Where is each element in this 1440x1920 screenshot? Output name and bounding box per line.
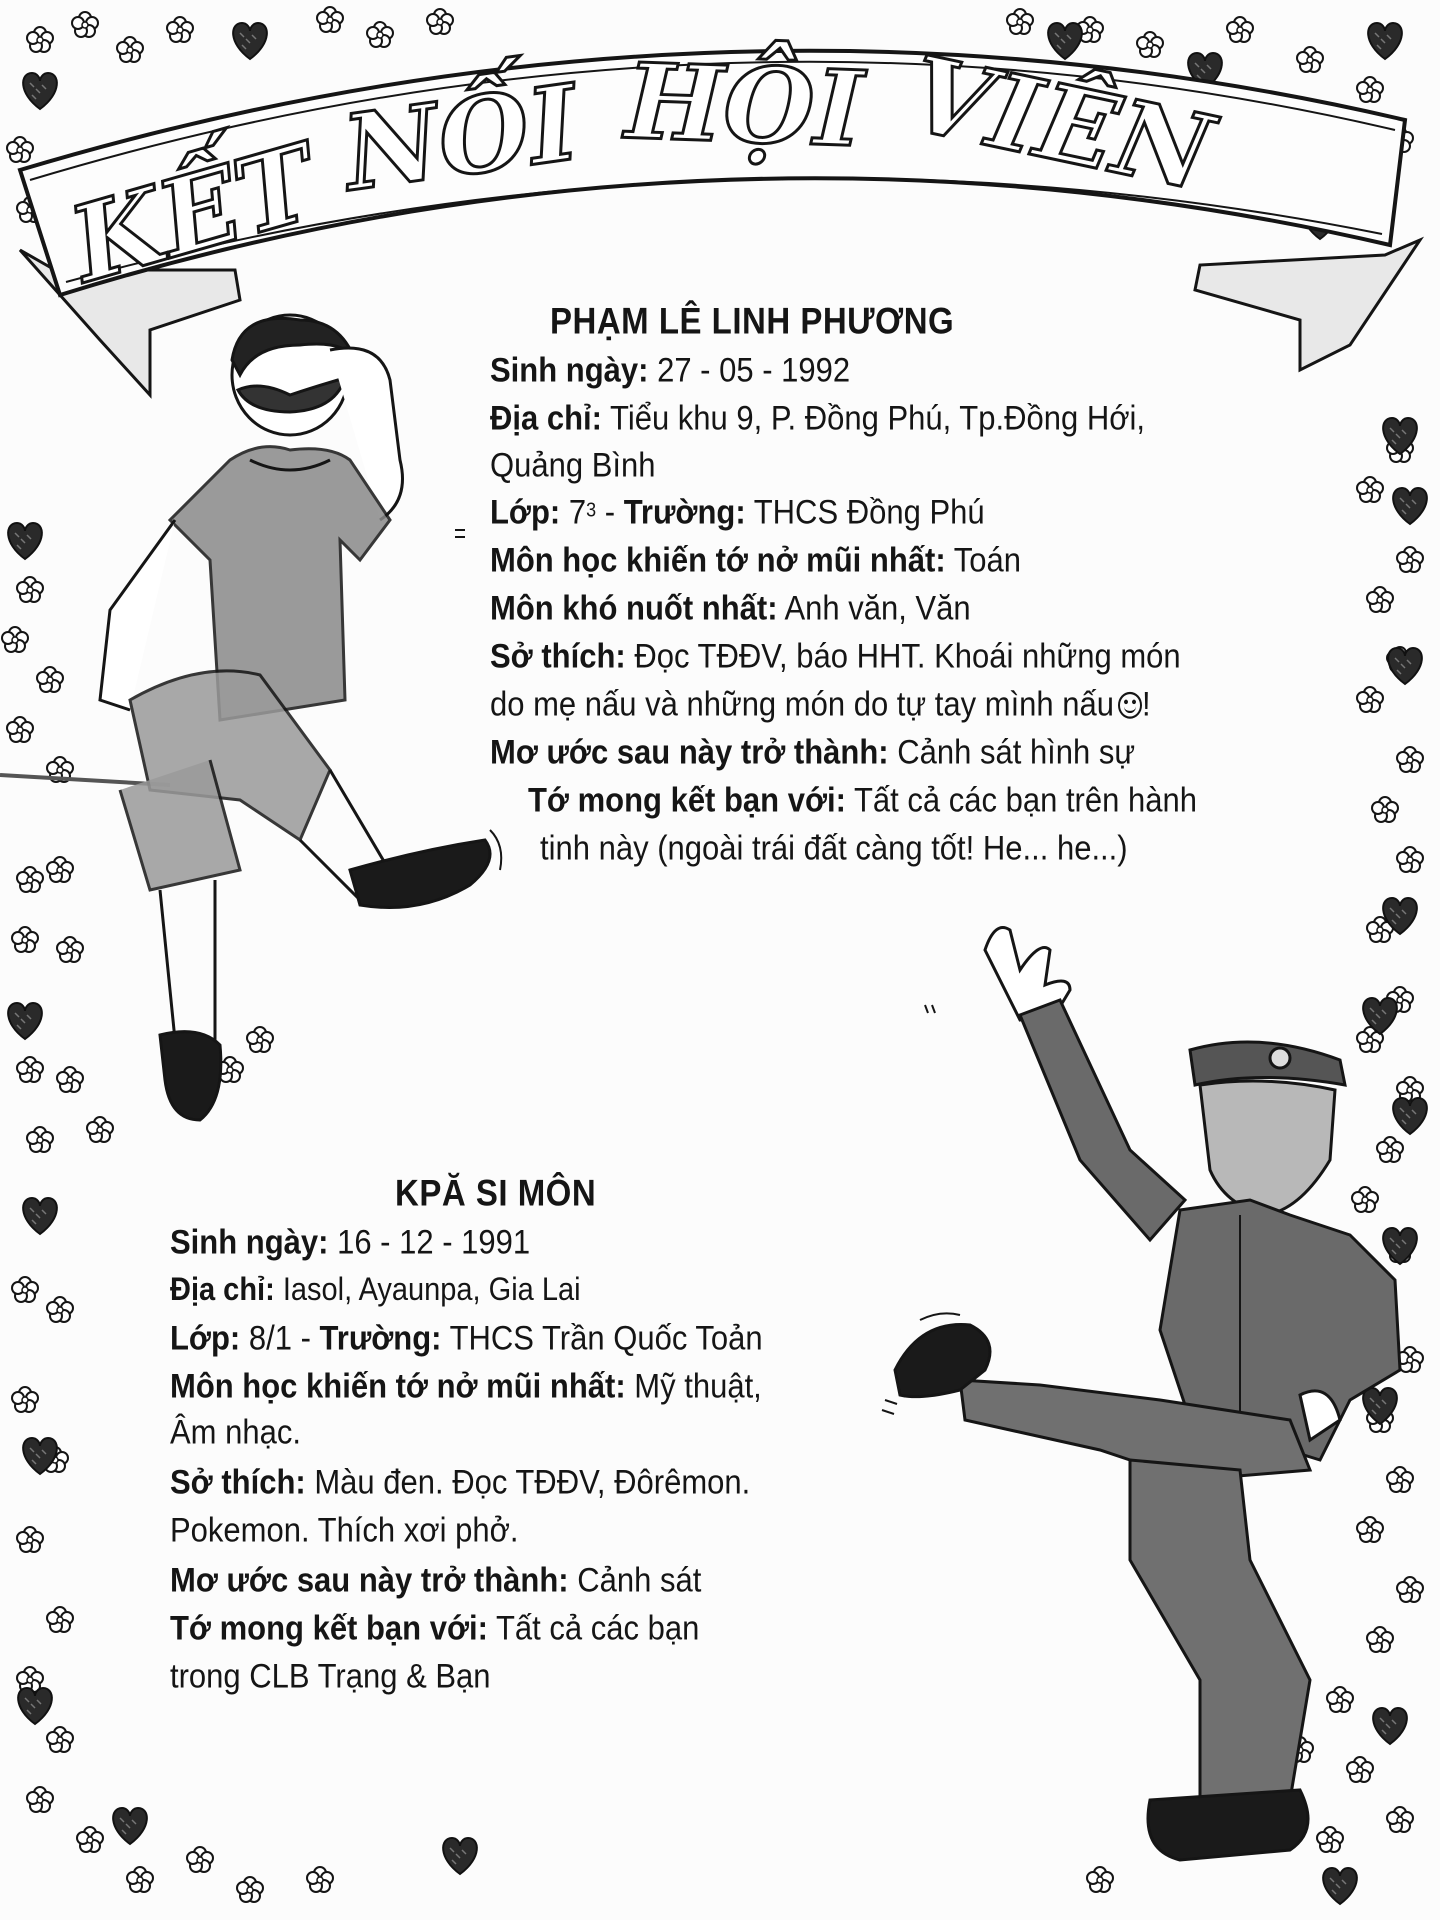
class-label: Lớp: [170, 1318, 241, 1358]
friend-row [170, 1608, 699, 1648]
proud-subject-label: Môn học khiến tớ nở mũi nhất: [170, 1366, 626, 1406]
smiley-icon [1118, 692, 1142, 719]
dream-row [170, 1560, 701, 1600]
address-label: Địa chỉ: [490, 398, 602, 438]
banner-word-1: KẾT [57, 120, 330, 307]
proud-subject-value: Toán [953, 540, 1021, 580]
dream-value: Cảnh sát [577, 1560, 702, 1600]
hobby-value: Màu đen. Đọc TĐĐV, Đôrêmon. [314, 1462, 751, 1502]
friend-value-continued: trong CLB Trạng & Bạn [170, 1656, 491, 1696]
school-value: THCS Đồng Phú [753, 492, 985, 532]
hobby-row [170, 1462, 750, 1502]
address-row [490, 398, 1145, 438]
hobby-value: Đọc TĐĐV, báo HHT. Khoái những món [634, 636, 1181, 676]
address-label: Địa chỉ: [170, 1272, 275, 1309]
friend-value-continued: tinh này (ngoài trái đất càng tốt! He... he...) [540, 828, 1128, 868]
friend-label: Tớ mong kết bạn với: [170, 1608, 488, 1648]
class-label: Lớp: [490, 492, 561, 532]
friend-value: Tất cả các bạn trên hành [854, 780, 1197, 820]
dream-row [490, 732, 1135, 772]
class-value: 7 [568, 492, 587, 532]
hobby-row-continued [170, 1510, 519, 1550]
class-superscript: 3 [586, 498, 597, 522]
dream-label: Mơ ước sau này trở thành: [490, 732, 889, 772]
proud-subject-label: Môn học khiến tớ nở mũi nhất: [490, 540, 946, 580]
birth-date-row [490, 350, 850, 390]
proud-subject-value: Mỹ thuật, [634, 1366, 762, 1406]
hard-subject-label: Môn khó nuốt nhất: [490, 588, 778, 628]
proud-subject-row [490, 540, 1021, 580]
birth-date-row [170, 1222, 530, 1262]
address-value: Iasol, Ayaunpa, Gia Lai [282, 1272, 581, 1309]
class-school-row: Lớp: 8/1 - Trường: THCS Trần Quốc Toản [170, 1318, 763, 1358]
proud-subject-value-continued: Âm nhạc. [170, 1412, 301, 1452]
school-label: Trường: [319, 1318, 442, 1358]
school-value: THCS Trần Quốc Toản [449, 1318, 763, 1358]
address-value-continued: Quảng Bình [490, 445, 656, 485]
birth-date-value: 16 - 12 - 1991 [337, 1222, 531, 1262]
friend-row-continued [540, 828, 1128, 868]
dream-label: Mơ ước sau này trở thành: [170, 1560, 569, 1600]
friend-row-continued [170, 1656, 491, 1696]
banner-word-3: HỘI [623, 39, 866, 171]
proud-subject-row-continued [170, 1412, 301, 1452]
address-value: Tiểu khu 9, P. Đồng Phú, Tp.Đồng Hới, [610, 398, 1146, 438]
dream-value: Cảnh sát hình sự [897, 732, 1136, 772]
friend-label: Tớ mong kết bạn với: [528, 780, 846, 820]
school-label: Trường: [623, 492, 746, 532]
hobby-label: Sở thích: [170, 1462, 306, 1502]
banner-word-2: NỐI [336, 60, 586, 215]
hobby-exclamation: ! [1142, 684, 1151, 724]
class-school-row: Lớp: $7^3$ - Trường: THCS Đồng Phú [490, 492, 985, 532]
address-row-continued [490, 445, 655, 485]
friend-value: Tất cả các bạn [496, 1608, 700, 1648]
profile-name: PHẠM LÊ LINH PHƯƠNG [550, 300, 955, 342]
address-row [170, 1270, 581, 1310]
proud-subject-row [170, 1366, 762, 1406]
friend-row [528, 780, 1197, 820]
hobby-value-continued: do mẹ nấu và những món do tự tay mình nấu [490, 684, 1114, 724]
banner-word-4: VIÊN [899, 31, 1223, 216]
hard-subject-value: Anh văn, Văn [784, 588, 971, 628]
birth-date-label: Sinh ngày: [490, 350, 649, 390]
hobby-label: Sở thích: [490, 636, 626, 676]
profile-name: KPĂ SI MÔN [395, 1172, 597, 1214]
hobby-value-continued: Pokemon. Thích xơi phở. [170, 1510, 519, 1550]
hobby-row-continued [490, 684, 1151, 724]
class-value: 8/1 [248, 1318, 292, 1358]
birth-date-label: Sinh ngày: [170, 1222, 329, 1262]
birth-date-value: 27 - 05 - 1992 [657, 350, 851, 390]
hard-subject-row [490, 588, 971, 628]
hobby-row [490, 636, 1181, 676]
